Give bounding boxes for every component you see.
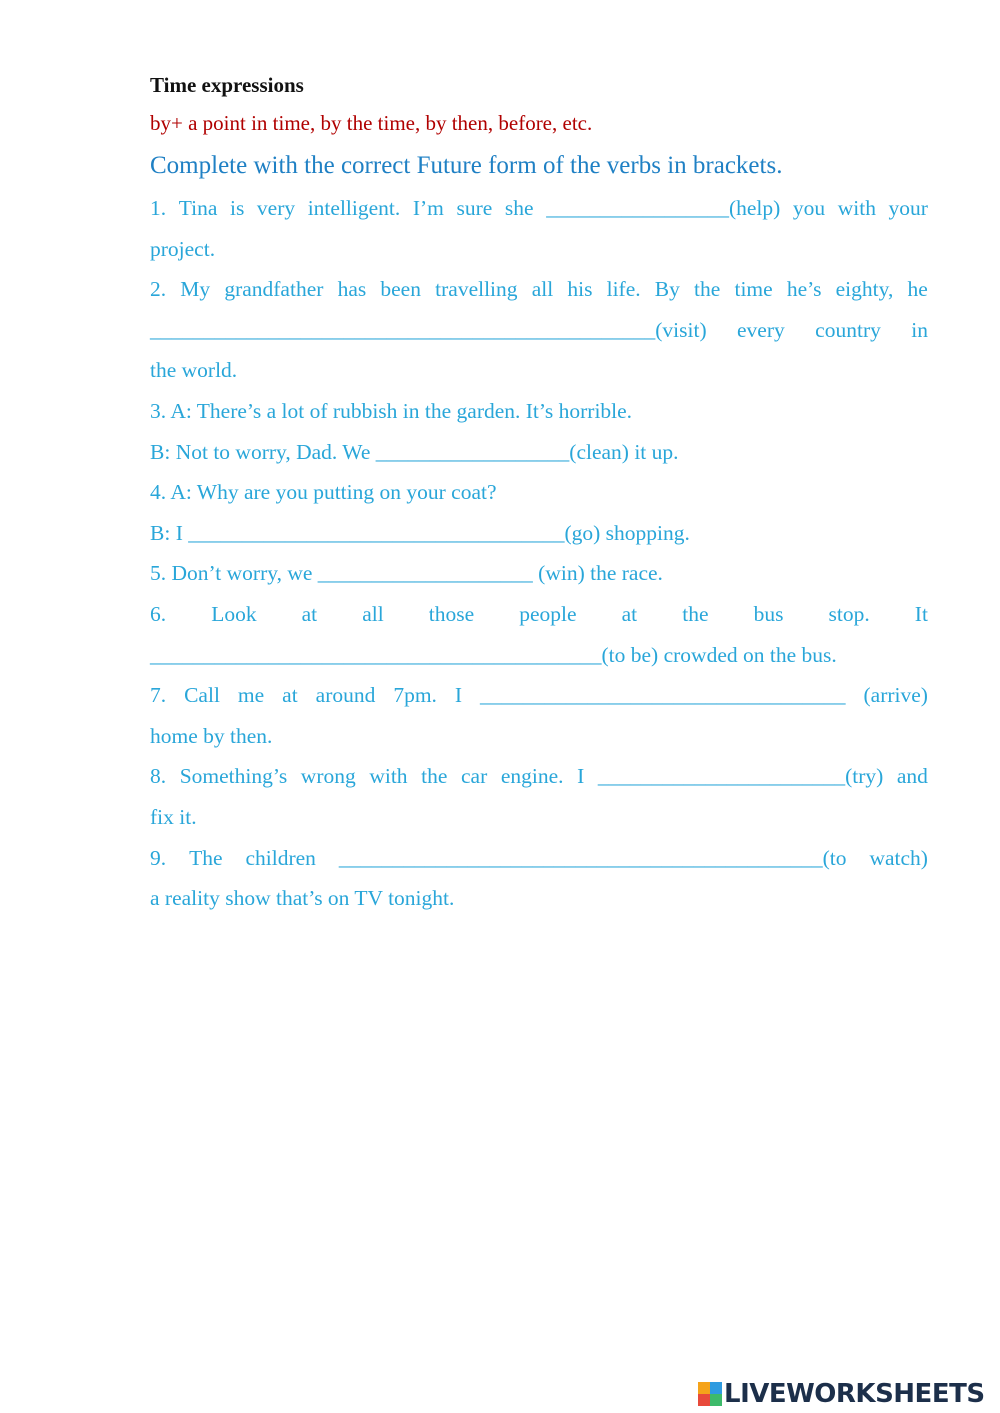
- exercise-word: country: [815, 317, 881, 342]
- exercise-line: [150, 310, 928, 351]
- exercise-word: bus: [753, 601, 784, 626]
- exercise-word: he’s: [786, 277, 822, 302]
- exercise-word: 7.: [150, 683, 167, 708]
- exercise-word: people: [519, 601, 577, 626]
- exercise-line: [150, 838, 928, 879]
- exercise-line: [150, 269, 928, 310]
- exercise-word: 1.: [150, 196, 167, 220]
- exercise-word: _________________(help): [546, 196, 781, 220]
- exercise-word: travelling: [435, 277, 518, 302]
- exercise-word: _______________________________________________(visit): [150, 317, 707, 342]
- exercise-word: I: [577, 764, 585, 789]
- exercise-word: at: [282, 683, 298, 708]
- exercise-word: Look: [211, 601, 257, 626]
- exercise-line: a reality show that’s on TV tonight.: [150, 886, 455, 911]
- exercise-word: he: [907, 277, 928, 302]
- exercise-word: all: [531, 277, 554, 302]
- exercise-word: the: [421, 764, 448, 789]
- exercise-word: very: [256, 196, 296, 220]
- exercise-word: me: [237, 683, 265, 708]
- exercise-word: with: [837, 196, 876, 220]
- exercise-word: car: [460, 764, 488, 789]
- exercise-word: time: [734, 277, 773, 302]
- exercise-word: around: [315, 683, 376, 708]
- exercise-line: [150, 188, 928, 229]
- exercise-word: Tina: [178, 196, 218, 220]
- exercise-word: has: [337, 277, 367, 302]
- brand-name: LIVEWORKSHEETS: [724, 1379, 985, 1409]
- exercise-word: 9.: [150, 845, 167, 870]
- exercise-word: intelligent.: [307, 196, 401, 220]
- exercise-word: the: [694, 277, 721, 302]
- logo-square: [698, 1394, 710, 1406]
- exercise-word: those: [428, 601, 475, 626]
- exercise-word: the: [682, 601, 709, 626]
- exercise-word: It: [914, 601, 928, 626]
- instruction: Complete with the correct Future form of the verbs in brackets.: [150, 152, 783, 179]
- exercise-word: your: [888, 196, 928, 220]
- exercise-word: I: [454, 683, 463, 708]
- logo-square: [710, 1394, 722, 1406]
- exercise-word: Something’s: [179, 764, 288, 789]
- time-expressions: by+ a point in time, by the time, by then, before, etc.: [150, 111, 593, 135]
- exercise-word: My: [180, 277, 211, 302]
- exercise-line: B: I ___________________________________(go) shopping.: [150, 520, 690, 545]
- exercise-word: all: [362, 601, 384, 626]
- exercise-word: (arrive): [863, 683, 928, 708]
- exercise-word: in: [911, 317, 928, 342]
- exercise-word: __________________________________: [480, 683, 846, 708]
- liveworksheets-logo-icon: [698, 1382, 722, 1406]
- exercise-word: _______________________(try): [597, 764, 884, 789]
- exercise-word: at: [621, 601, 638, 626]
- exercise-word: life.: [606, 277, 641, 302]
- exercise-word: you: [792, 196, 826, 220]
- exercise-word: watch): [869, 845, 928, 870]
- exercise-line: the world.: [150, 358, 238, 383]
- exercise-line: 4. A: Why are you putting on your coat?: [150, 480, 497, 505]
- exercise-line: [150, 675, 928, 716]
- logo-square: [698, 1382, 710, 1394]
- exercise-line: project.: [150, 236, 216, 261]
- exercise-word: at: [301, 601, 318, 626]
- exercise-word: every: [737, 317, 785, 342]
- brand-footer: [698, 1378, 985, 1410]
- exercise-word: grandfather: [224, 277, 324, 302]
- exercise-line: 5. Don’t worry, we ____________________ (win) the race.: [150, 561, 663, 586]
- exercise-word: eighty,: [835, 277, 894, 302]
- exercise-word: stop.: [828, 601, 870, 626]
- exercise-word: _____________________________________________(to: [338, 845, 847, 870]
- exercise-word: 6.: [150, 601, 167, 626]
- exercise-word: is: [229, 196, 245, 220]
- exercise-word: I’m: [412, 196, 444, 220]
- exercise-word: The: [189, 845, 223, 870]
- exercise-word: with: [369, 764, 408, 789]
- exercise-word: 8.: [150, 764, 167, 789]
- exercise-line: fix it.: [150, 804, 197, 829]
- section-heading: Time expressions: [150, 73, 304, 97]
- exercise-word: wrong: [300, 764, 356, 789]
- exercise-line: __________________________________________(to be) crowded on the bus.: [150, 642, 837, 667]
- exercise-word: Call: [184, 683, 220, 708]
- exercise-line: [150, 756, 928, 797]
- exercise-list: [150, 188, 928, 919]
- exercise-line: B: Not to worry, Dad. We __________________(clean) it up.: [150, 439, 679, 464]
- exercise-line: [150, 594, 928, 635]
- exercise-word: 2.: [150, 277, 167, 302]
- exercise-word: By: [654, 277, 680, 302]
- exercise-word: engine.: [500, 764, 564, 789]
- exercise-line: 3. A: There’s a lot of rubbish in the garden. It’s horrible.: [150, 398, 633, 423]
- exercise-word: and: [896, 764, 928, 789]
- exercise-line: home by then.: [150, 723, 273, 748]
- exercise-word: children: [245, 845, 316, 870]
- logo-square: [710, 1382, 722, 1394]
- exercise-word: his: [567, 277, 593, 302]
- exercise-word: 7pm.: [393, 683, 437, 708]
- exercise-word: been: [380, 277, 421, 302]
- worksheet-page: [150, 68, 928, 919]
- exercise-word: she: [504, 196, 534, 220]
- exercise-word: sure: [456, 196, 493, 220]
